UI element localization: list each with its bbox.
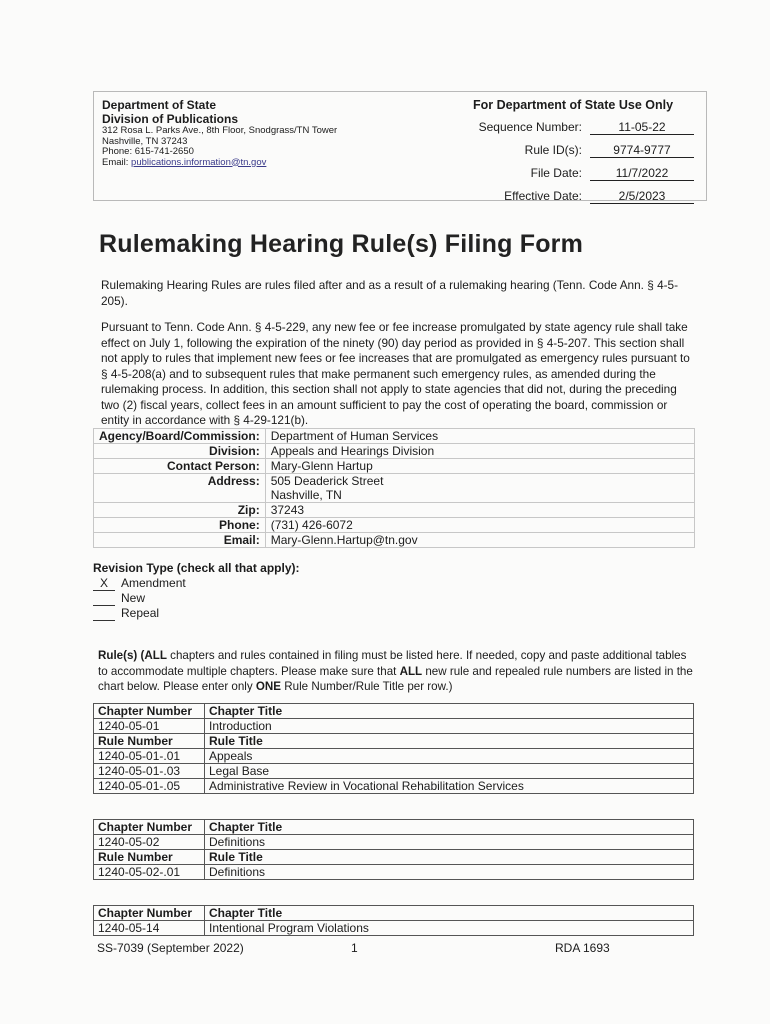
effective-date-label: Effective Date: [504, 189, 582, 203]
rule-number-header: Rule Number [94, 734, 205, 749]
rule-title: Appeals [205, 749, 694, 764]
revision-option-amendment [93, 576, 300, 591]
division-row [94, 444, 695, 459]
repeal-label: Repeal [121, 606, 160, 620]
zip-row [94, 503, 695, 518]
contact-label: Contact Person: [94, 459, 266, 474]
agency-row [94, 429, 695, 444]
publications-email-link[interactable]: publications.information@tn.gov [131, 156, 267, 168]
rule-row [94, 779, 694, 794]
pursuant-paragraph: Pursuant to Tenn. Code Ann. § 4-5-229, any new fee or fee increase promulgated by state agency rule shall take effect on July 1, following the expiration of the ninety (90) day period as provided in § 4-5-207. This section shall not apply to rules that implement new fees or fee increases that are promulgated as emergency rules pursuant to § 4-5-208(a) and to subsequent rules that make permanent such emergency rules, as amended during the rulemaking process. In addition, this section shall not apply to state agencies that did not, during the preceding two (2) fiscal years, collect fees in an amount sufficient to pay the cost of operating the board, commission or entity in accordance with § 4-29-121(b). [101, 320, 690, 427]
amendment-checkbox[interactable]: X [93, 576, 115, 591]
chapter-number-header: Chapter Number [94, 704, 205, 719]
address-street: 505 Deaderick Street [270, 474, 384, 488]
rule-header-row [94, 734, 694, 749]
division-label: Division: [94, 444, 266, 459]
phone-label: Phone: [94, 518, 266, 533]
chapter-title-header: Chapter Title [205, 906, 694, 921]
rule-header-row [94, 850, 694, 865]
chapter-header-row [94, 820, 694, 835]
amendment-label: Amendment [121, 576, 186, 590]
chapter-number: 1240-05-01 [94, 719, 205, 734]
rules-note-one: ONE [255, 680, 282, 693]
agency-label: Agency/Board/Commission: [94, 429, 266, 444]
zip-label: Zip: [94, 503, 266, 518]
division-value: Appeals and Hearings Division [265, 444, 694, 459]
email-value: Mary-Glenn.Hartup@tn.gov [265, 533, 694, 548]
department-name: Department of State [102, 98, 217, 112]
new-checkbox[interactable] [93, 591, 115, 606]
revision-type-section [93, 561, 300, 621]
form-title: Rulemaking Hearing Rule(s) Filing Form [99, 230, 584, 258]
repeal-checkbox[interactable] [93, 606, 115, 621]
rule-title: Definitions [205, 865, 694, 880]
phone-row [94, 518, 695, 533]
chapter-title: Definitions [205, 835, 694, 850]
rule-title: Legal Base [205, 764, 694, 779]
form-number: SS-7039 (September 2022) [97, 941, 244, 955]
chapter-number: 1240-05-02 [94, 835, 205, 850]
revision-type-title: Revision Type (check all that apply): [93, 561, 300, 575]
rule-ids-label: Rule ID(s): [524, 143, 582, 157]
chapter-number: 1240-05-14 [94, 921, 205, 936]
rules-note-text-2: new rule and repealed rule numbers are listed in the chart below. Please enter only [98, 664, 693, 693]
rule-number: 1240-05-02-.01 [94, 865, 205, 880]
rule-number: 1240-05-01-.05 [94, 779, 205, 794]
rule-title-header: Rule Title [205, 734, 694, 749]
rule-row [94, 865, 694, 880]
chapter-title-header: Chapter Title [205, 704, 694, 719]
chapter-row [94, 921, 694, 936]
phone-value: (731) 426-6072 [265, 518, 694, 533]
revision-option-repeal [93, 606, 300, 621]
email-label: Email: [94, 533, 266, 548]
rule-row [94, 764, 694, 779]
rule-title-header: Rule Title [205, 850, 694, 865]
address-city: Nashville, TN [270, 488, 342, 502]
chapter-row [94, 835, 694, 850]
effective-date-value: 2/5/2023 [590, 189, 694, 204]
sequence-number-value: 11-05-22 [590, 120, 694, 135]
zip-value: 37243 [265, 503, 694, 518]
contact-value: Mary-Glenn Hartup [265, 459, 694, 474]
rules-note-all-1: ALL [144, 649, 167, 662]
address-value [265, 474, 694, 503]
chapter-title: Introduction [205, 719, 694, 734]
email-line [102, 158, 337, 169]
rules-note-text-1: chapters and rules contained in filing must be listed here. If needed, copy and paste additional tables to accommodate multiple chapters. Please make sure that [98, 649, 687, 678]
address-row [94, 474, 695, 503]
new-label: New [121, 591, 146, 605]
chapter-table [93, 819, 694, 880]
chapter-table [93, 905, 694, 936]
email-row [94, 533, 695, 548]
rules-note-all-2: ALL [399, 664, 423, 678]
file-date-label: File Date: [530, 166, 582, 180]
chapter-header-row [94, 704, 694, 719]
address-line: 312 Rosa L. Parks Ave., 8th Floor, Snodgrass/TN Tower [102, 125, 338, 136]
header-box [93, 91, 707, 201]
state-use-only [469, 98, 701, 204]
intro-paragraph: Rulemaking Hearing Rules are rules filed after and as a result of a rulemaking hearing (Tenn. Code Ann. § 4-5-205). [101, 278, 679, 308]
rule-title: Administrative Review in Vocational Rehabilitation Services [205, 779, 694, 794]
rules-instructions [98, 648, 698, 695]
rule-number: 1240-05-01-.03 [94, 764, 205, 779]
phone-line: Phone: 615-741-2650 [102, 146, 194, 157]
city-line: Nashville, TN 37243 [102, 135, 188, 147]
publications-contact [102, 98, 337, 168]
chapter-row [94, 719, 694, 734]
chapter-number-header: Chapter Number [94, 906, 205, 921]
rule-row [94, 749, 694, 764]
sequence-number-field [469, 120, 701, 135]
revision-option-new [93, 591, 300, 606]
rda-number: RDA 1693 [555, 941, 610, 955]
division-name: Division of Publications [102, 112, 239, 126]
email-label: Email: [102, 156, 129, 168]
file-date-field [469, 166, 701, 181]
rule-number-header: Rule Number [94, 850, 205, 865]
chapter-title: Intentional Program Violations [205, 921, 694, 936]
agency-info-table [93, 428, 695, 548]
state-use-title: For Department of State Use Only [473, 98, 674, 112]
page-number: 1 [351, 941, 358, 955]
sequence-number-label: Sequence Number: [478, 120, 582, 134]
rule-ids-field [469, 143, 701, 158]
chapter-title-header: Chapter Title [205, 820, 694, 835]
chapter-header-row [94, 906, 694, 921]
rules-note-prefix: Rule(s) ( [98, 649, 145, 662]
address-label: Address: [94, 474, 266, 503]
rule-ids-value: 9774-9777 [590, 143, 694, 158]
rules-note-text-3: Rule Number/Rule Title per row.) [281, 680, 453, 693]
chapter-table [93, 703, 694, 794]
agency-value: Department of Human Services [265, 429, 694, 444]
file-date-value: 11/7/2022 [590, 166, 694, 181]
contact-row [94, 459, 695, 474]
rule-number: 1240-05-01-.01 [94, 749, 205, 764]
effective-date-field [469, 189, 701, 204]
chapter-number-header: Chapter Number [94, 820, 205, 835]
